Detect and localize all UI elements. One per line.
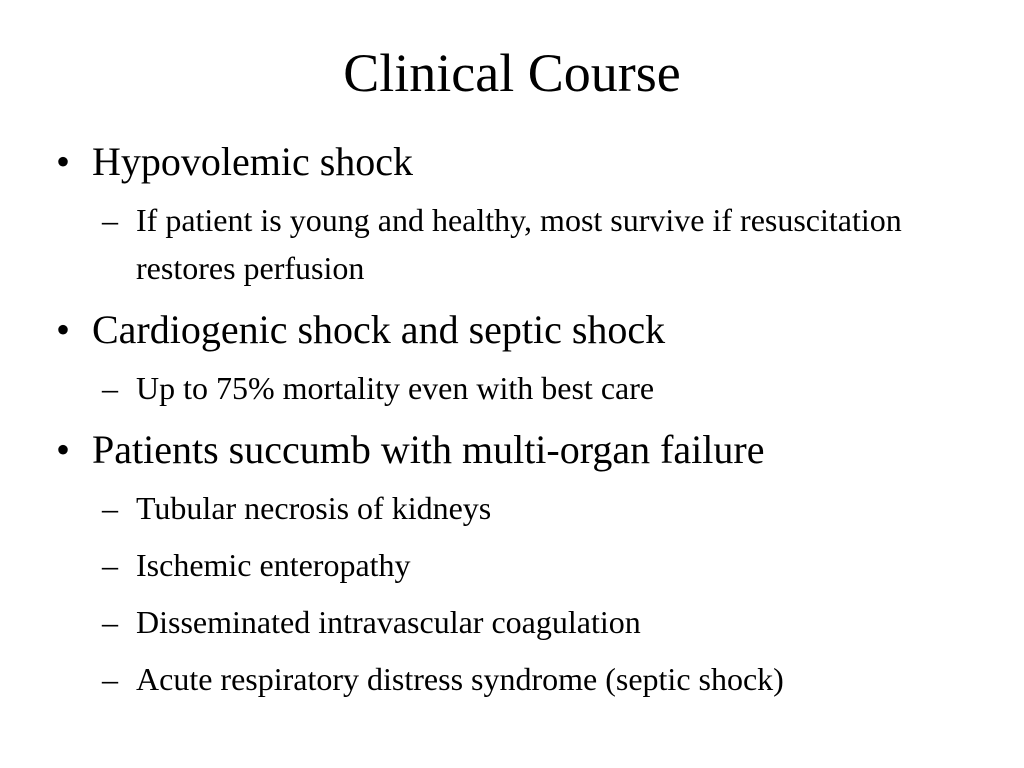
slide-title: Clinical Course	[343, 43, 681, 103]
sub-bullet-text: Ischemic enteropathy	[136, 547, 411, 583]
bullet-text: Cardiogenic shock and septic shock	[92, 307, 666, 352]
dash-icon: –	[102, 370, 118, 406]
sub-bullet-text: If patient is young and healthy, most survive if resuscitation restores perfusion	[136, 202, 902, 286]
sub-bullet-item	[102, 484, 986, 532]
bullet-list	[56, 138, 986, 712]
sub-bullet-item	[102, 196, 986, 292]
dash-icon: –	[102, 604, 118, 640]
bullet-text: Hypovolemic shock	[92, 139, 414, 184]
sub-bullet-item	[102, 541, 986, 589]
sub-bullet-text: Up to 75% mortality even with best care	[136, 370, 655, 406]
sub-bullet-text: Disseminated intravascular coagulation	[136, 604, 641, 640]
sub-bullet-text: Tubular necrosis of kidneys	[136, 490, 492, 526]
dash-icon: –	[102, 661, 118, 697]
dash-icon: –	[102, 490, 118, 526]
dash-icon: –	[102, 202, 118, 238]
bullet-item	[56, 426, 986, 474]
sub-bullet-item	[102, 598, 986, 646]
sub-bullet-item	[102, 655, 986, 703]
sub-bullet-item	[102, 364, 986, 412]
bullet-dot-icon: •	[56, 307, 71, 352]
sub-bullet-text: Acute respiratory distress syndrome (septic shock)	[136, 661, 784, 697]
bullet-dot-icon: •	[56, 139, 71, 184]
bullet-item	[56, 138, 986, 186]
bullet-item	[56, 306, 986, 354]
bullet-dot-icon: •	[56, 427, 71, 472]
bullet-text: Patients succumb with multi-organ failure	[92, 427, 765, 472]
dash-icon: –	[102, 547, 118, 583]
